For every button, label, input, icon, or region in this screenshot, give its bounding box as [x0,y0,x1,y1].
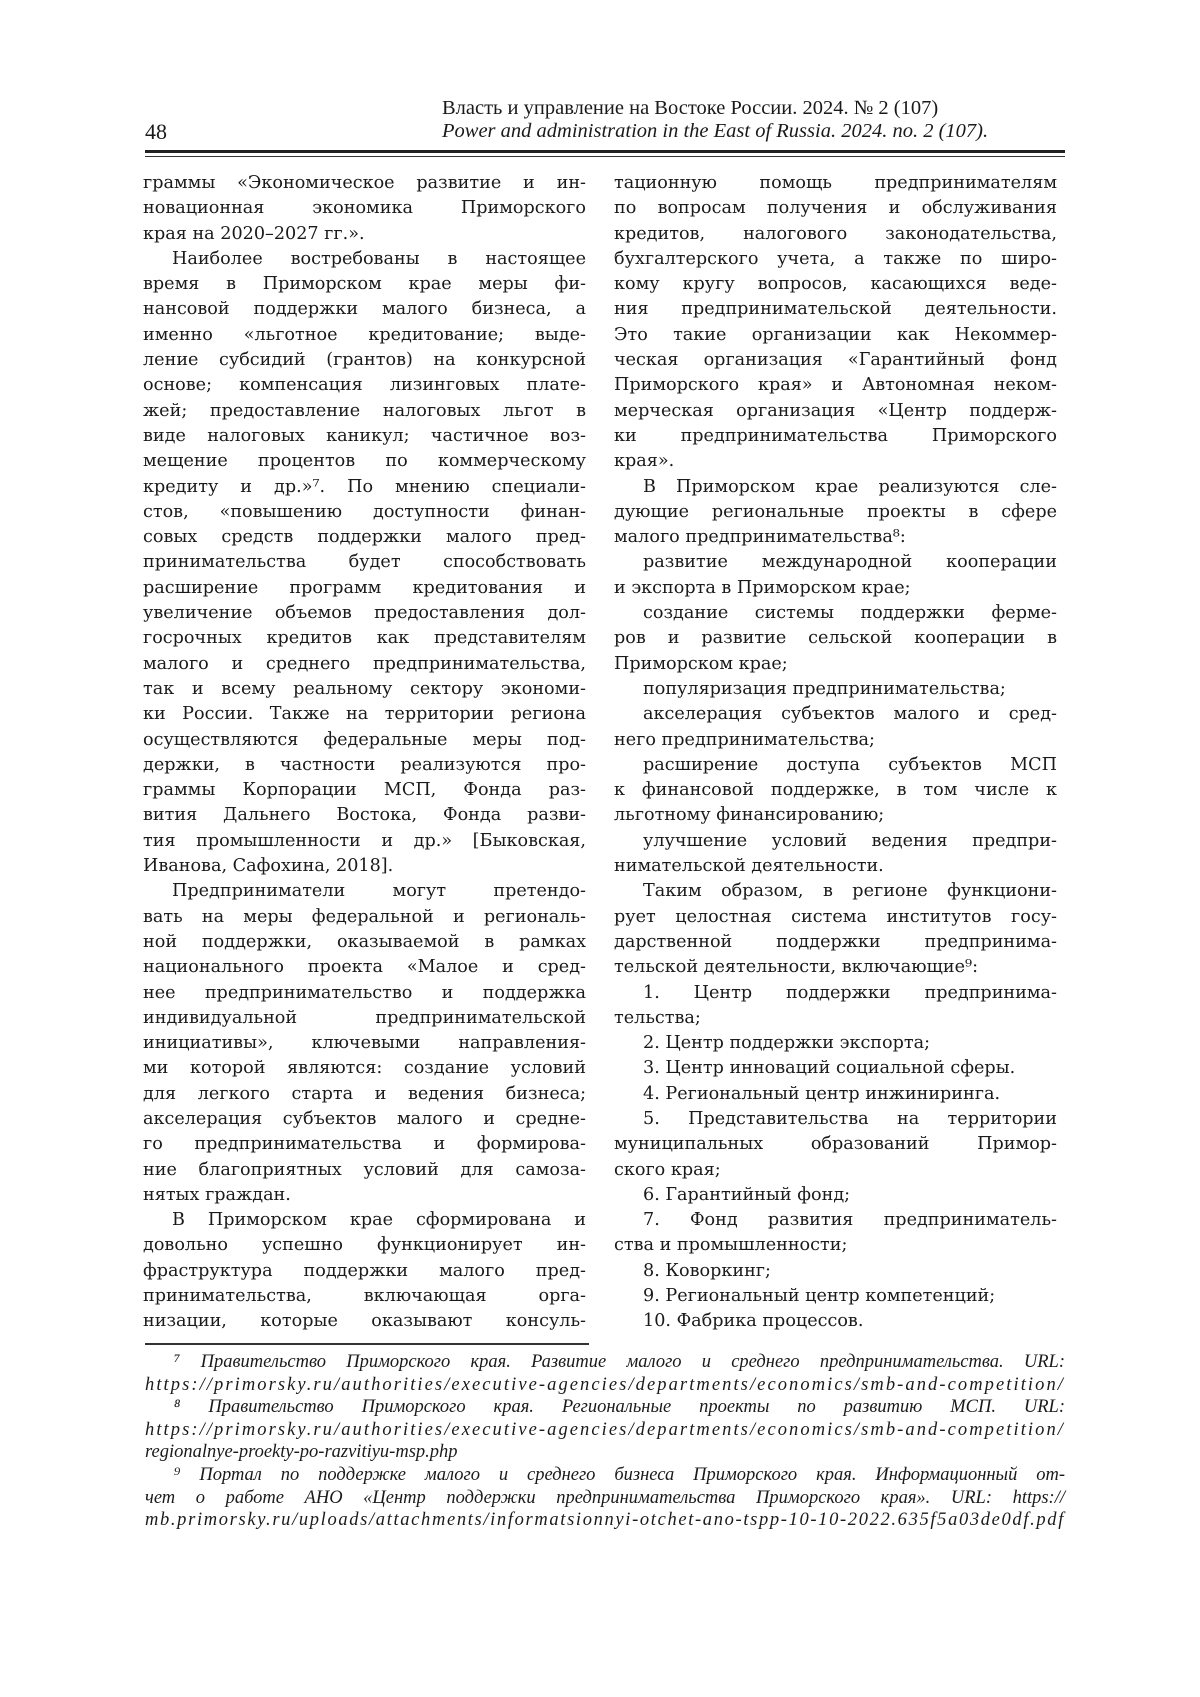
footnote-separator [145,1343,589,1345]
left-column [143,171,586,1335]
text-line: ление субсидий (грантов) на конкурсной [143,348,586,373]
text-line: ⁸ Правительство Приморского края. Региональные проекты по развитию МСП. URL: [145,1396,1065,1419]
text-line: новационная экономика Приморского [143,196,586,221]
paragraph [614,550,1057,601]
footnote [145,1351,1065,1396]
text-line: улучшение условий ведения предпри- [614,829,1057,854]
text-line: ства и промышленности; [614,1233,1057,1258]
text-line: держки, в частности реализуются про- [143,753,586,778]
text-line: тационную помощь предпринимателям [614,171,1057,196]
text-line: ского края; [614,1158,1057,1183]
text-line: 7. Фонд развития предприниматель- [614,1208,1057,1233]
paragraph [614,601,1057,677]
journal-title-en: Power and administration in the East of Russia. 2024. no. 2 (107). [442,120,988,143]
paragraph [614,829,1057,880]
text-line: 8. Коворкинг; [614,1259,1057,1284]
text-line: осуществляются федеральные меры под- [143,728,586,753]
text-line: ⁹ Портал по поддержке малого и среднего бизнеса Приморского края. Информационный от- [145,1464,1065,1487]
text-line: по вопросам получения и обслуживания [614,196,1057,221]
text-line: развитие международной кооперации [614,550,1057,575]
text-line: инициативы», ключевыми направления- [143,1031,586,1056]
text-line: Таким образом, в регионе функциони- [614,879,1057,904]
text-line: дующие региональные проекты в сфере [614,500,1057,525]
page-number: 48 [145,119,167,145]
text-line: кредиту и др.»⁷. По мнению специали- [143,475,586,500]
text-line: него предпринимательства; [614,728,1057,753]
text-line: В Приморском крае реализуются сле- [614,475,1057,500]
text-line: тельской деятельности, включающие⁹: [614,955,1057,980]
paragraph [614,753,1057,829]
text-line: индивидуальной предпринимательской [143,1006,586,1031]
text-line: фраструктура поддержки малого пред- [143,1259,586,1284]
journal-title-ru: Власть и управление на Востоке России. 2024. № 2 (107) [442,97,988,120]
header-rule-thick [145,150,1065,153]
text-line: принимательства, включающая орга- [143,1284,586,1309]
text-line: https://primorsky.ru/authorities/executive-agencies/departments/economics/smb-and-competition/ [145,1419,1065,1442]
text-line: regionalnye-proekty-po-razvitiyu-msp.php [145,1441,1065,1464]
paragraph [614,1284,1057,1309]
footnote [145,1464,1065,1532]
text-line: кредитов, налогового законодательства, [614,222,1057,247]
text-line: ки предпринимательства Приморского [614,424,1057,449]
paragraph [614,1183,1057,1208]
text-line: принимательства будет способствовать [143,550,586,575]
footnotes [145,1351,1065,1532]
text-line: низации, которые оказывают консуль- [143,1309,586,1334]
text-line: Приморском крае; [614,652,1057,677]
text-line: акселерация субъектов малого и сред- [614,702,1057,727]
text-line: увеличение объемов предоставления дол- [143,601,586,626]
text-line: нансовой поддержки малого бизнеса, а [143,297,586,322]
paragraph [614,677,1057,702]
text-line: мерческая организация «Центр поддерж- [614,399,1057,424]
paragraph [614,475,1057,551]
text-line: Иванова, Сафохина, 2018]. [143,854,586,879]
paragraph [614,879,1057,980]
paragraph [614,702,1057,753]
text-line: льготному финансированию; [614,803,1057,828]
text-line: 9. Региональный центр компетенций; [614,1284,1057,1309]
text-line: ния предпринимательской деятельности. [614,297,1057,322]
text-line: стов, «повышению доступности финан- [143,500,586,525]
text-line: mb.primorsky.ru/uploads/attachments/informatsionnyi-otchet-ano-tspp-10-10-2022.635f5a03de0df.pdf [145,1509,1065,1532]
text-line: жей; предоставление налоговых льгот в [143,399,586,424]
text-line: для легкого старта и ведения бизнеса; [143,1082,586,1107]
paragraph [614,1309,1057,1334]
text-line: нее предпринимательство и поддержка [143,981,586,1006]
paragraph [614,171,1057,475]
text-line: Наиболее востребованы в настоящее [143,247,586,272]
text-line: 3. Центр инноваций социальной сферы. [614,1056,1057,1081]
text-line: края на 2020–2027 гг.». [143,222,586,247]
text-line: Предприниматели могут претендо- [143,879,586,904]
text-line: нятых граждан. [143,1183,586,1208]
text-line: вать на меры федеральной и региональ- [143,905,586,930]
text-line: 4. Региональный центр инжиниринга. [614,1082,1057,1107]
text-line: 2. Центр поддержки экспорта; [614,1031,1057,1056]
text-line: вития Дальнего Востока, Фонда разви- [143,803,586,828]
paragraph [614,1082,1057,1107]
text-line: госрочных кредитов как представителям [143,626,586,651]
text-line: 1. Центр поддержки предпринима- [614,981,1057,1006]
text-line: национального проекта «Малое и сред- [143,955,586,980]
text-line: муниципальных образований Примор- [614,1132,1057,1157]
paragraph [614,1056,1057,1081]
text-line: ров и развитие сельской кооперации в [614,626,1057,651]
text-line: бухгалтерского учета, а также по широ- [614,247,1057,272]
paragraph [143,171,586,247]
text-line: 6. Гарантийный фонд; [614,1183,1057,1208]
text-line: основе; компенсация лизинговых плате- [143,373,586,398]
paragraph [143,1208,586,1334]
text-line: чет о работе АНО «Центр поддержки предпринимательства Приморского края». URL: https:// [145,1487,1065,1510]
text-line: популяризация предпринимательства; [614,677,1057,702]
text-line: https://primorsky.ru/authorities/executive-agencies/departments/economics/smb-and-competition/ [145,1374,1065,1397]
text-line: В Приморском крае сформирована и [143,1208,586,1233]
text-line: ки России. Также на территории региона [143,702,586,727]
text-line: ⁷ Правительство Приморского края. Развитие малого и среднего предпринимательства. URL: [145,1351,1065,1374]
paragraph [614,981,1057,1032]
paragraph [614,1031,1057,1056]
text-line: рует целостная система институтов госу- [614,905,1057,930]
text-line: граммы «Экономическое развитие и ин- [143,171,586,196]
text-line: ние благоприятных условий для самоза- [143,1158,586,1183]
text-line: граммы Корпорации МСП, Фонда раз- [143,778,586,803]
text-line: так и всему реальному сектору экономи- [143,677,586,702]
text-line: дарственной поддержки предпринима- [614,930,1057,955]
running-header [442,97,988,143]
text-line: Это такие организации как Некоммер- [614,323,1057,348]
header-rule-thin [145,156,1065,157]
text-line: 10. Фабрика процессов. [614,1309,1057,1334]
text-line: малого и среднего предпринимательства, [143,652,586,677]
text-line: тия промышленности и др.» [Быковская, [143,829,586,854]
text-line: кому кругу вопросов, касающихся веде- [614,272,1057,297]
text-line: и экспорта в Приморском крае; [614,576,1057,601]
text-line: тельства; [614,1006,1057,1031]
text-line: виде налоговых каникул; частичное воз- [143,424,586,449]
text-line: ческая организация «Гарантийный фонд [614,348,1057,373]
text-line: 5. Представительства на территории [614,1107,1057,1132]
text-line: создание системы поддержки ферме- [614,601,1057,626]
text-line: края». [614,449,1057,474]
text-line: акселерация субъектов малого и средне- [143,1107,586,1132]
paragraph [614,1107,1057,1183]
text-line: расширение программ кредитования и [143,576,586,601]
text-line: Приморского края» и Автономная неком- [614,373,1057,398]
paragraph [143,247,586,879]
text-line: мещение процентов по коммерческому [143,449,586,474]
text-line: нимательской деятельности. [614,854,1057,879]
text-line: совых средств поддержки малого пред- [143,525,586,550]
paragraph [614,1259,1057,1284]
text-line: малого предпринимательства⁸: [614,525,1057,550]
text-line: к финансовой поддержке, в том числе к [614,778,1057,803]
text-line: расширение доступа субъектов МСП [614,753,1057,778]
paragraph [614,1208,1057,1259]
text-line: ми которой являются: создание условий [143,1056,586,1081]
text-line: довольно успешно функционирует ин- [143,1233,586,1258]
text-line: ной поддержки, оказываемой в рамках [143,930,586,955]
right-column [614,171,1057,1335]
footnote [145,1396,1065,1464]
text-line: го предпринимательства и формирова- [143,1132,586,1157]
text-line: именно «льготное кредитование; выде- [143,323,586,348]
text-line: время в Приморском крае меры фи- [143,272,586,297]
paragraph [143,879,586,1208]
